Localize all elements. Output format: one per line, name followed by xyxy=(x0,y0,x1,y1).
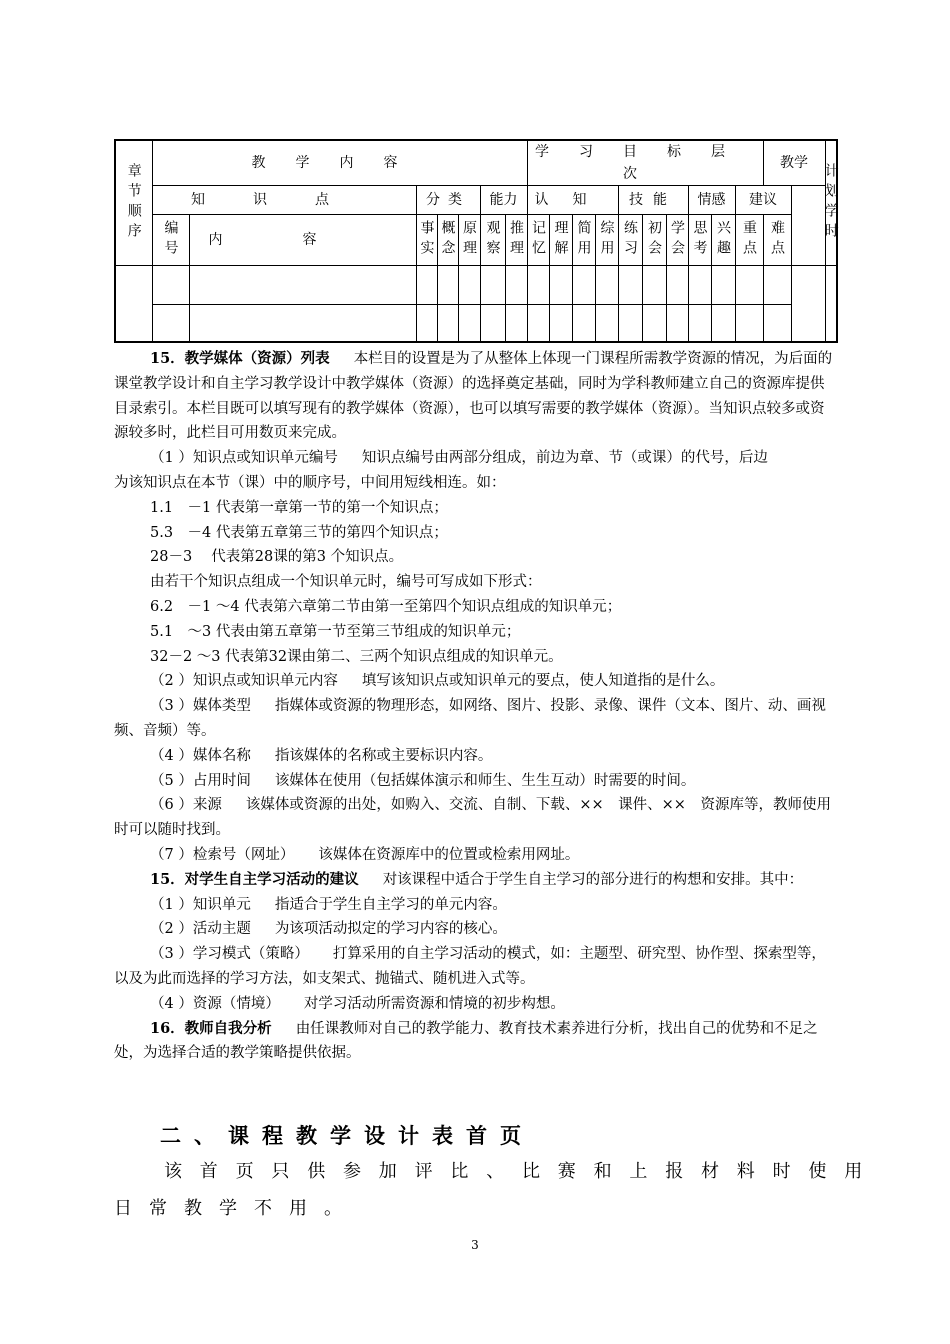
sub-header: 思考 xyxy=(688,215,711,266)
sub-item-4: （4 ）资源（情境） 对学习活动所需资源和情境的初步构想。 xyxy=(150,995,565,1012)
sub-header: 初会 xyxy=(642,215,666,266)
sub-header: 推理 xyxy=(505,215,527,266)
content-col-header: 内容 xyxy=(189,215,416,266)
example-line: 28－3 代表第28课的第3 个知识点。 xyxy=(150,549,404,566)
course-plan-table xyxy=(114,139,838,343)
example-line: 6.2 －1 ～4 代表第六章第二节由第一至第四个知识点组成的知识单元； xyxy=(150,598,622,615)
sub-header: 练习 xyxy=(618,215,642,266)
paragraph-15: 15．教学媒体（资源）列表 本栏目的设置是为了从整体上体现一门课程所需教学资源的情况，为后面的课堂教学设计和自主学习教学设计中教学媒体（资源）的选择奠定基础，同时为学科教师建立自己的资源库提供目录索引。本栏目既可以填写现有的教学媒体（资源），也可以填写需要的教学媒体（资源）。当知识点较多或资源较多时，此栏目可用数页来完成。 xyxy=(114,350,833,442)
plan-hours-header: 计划学时 xyxy=(825,140,837,266)
note-line-1: 该首页只供参加评比、比赛和上报材料时使用 xyxy=(164,1161,880,1182)
sub-header: 事实 xyxy=(416,215,437,266)
learning-levels-header: 学习目标层次 xyxy=(527,140,763,186)
example-line: 5.1 ～3 代表由第五章第一节至第三节组成的知识单元； xyxy=(150,623,521,640)
example-line: 5.3 －4 代表第五章第三节的第四个知识点； xyxy=(150,524,448,541)
item-4: （4 ）媒体名称 指该媒体的名称或主要标识内容。 xyxy=(150,747,493,764)
cognition-header: 认知 xyxy=(527,186,618,215)
suggestion-header: 建议 xyxy=(735,186,791,215)
body-text xyxy=(114,347,838,1066)
sub-header: 综用 xyxy=(595,215,618,266)
table-row xyxy=(115,266,837,305)
sub-header: 重点 xyxy=(735,215,763,266)
note-line-2: 日常教学不用。 xyxy=(114,1198,359,1219)
item-2: （2 ）知识点或知识单元内容 填写该知识点或知识单元的要点，使人知道指的是什么。 xyxy=(150,673,725,690)
example-line: 1.1 －1 代表第一章第一节的第一个知识点； xyxy=(150,499,448,516)
sub-header: 学会 xyxy=(666,215,688,266)
paragraph-15b: 15．对学生自主学习活动的建议 对该课程中适合于学生自主学习的部分进行的构想和安排。其中： xyxy=(150,870,804,888)
sub-item-3: （3 ）学习模式（策略） 打算采用的自主学习活动的模式，如：主题型、研究型、协作型、探索型等，以及为此而选择的学习方法，如支架式、抛锚式、随机进入式等。 xyxy=(114,946,826,987)
sub-item-2: （2 ）活动主题 为该项活动拟定的学习内容的核心。 xyxy=(150,921,507,938)
sub-item-1: （1 ）知识单元 指适合于学生自主学习的单元内容。 xyxy=(150,896,507,913)
knowledge-point-header: 知识点 xyxy=(152,186,416,215)
example-line: 32－2 ～3 代表第32课由第二、三两个知识点组成的知识单元。 xyxy=(150,648,563,665)
page-number: 3 xyxy=(471,1238,479,1252)
chapter-order-header: 章节顺序 xyxy=(115,140,152,266)
sub-header: 难点 xyxy=(763,215,791,266)
table-row xyxy=(115,305,837,343)
teaching-header: 教学 xyxy=(763,140,825,186)
number-header: 编号 xyxy=(152,215,189,266)
teaching-content-header: 教学内容 xyxy=(152,140,527,186)
section-heading: 二、课程教学设计表首页 xyxy=(160,1123,534,1148)
sub-header: 观察 xyxy=(480,215,505,266)
item-6: （6 ）来源 该媒体或资源的出处，如购入、交流、自制、下载、×× 课件、×× 资源库等，教师使用时可以随时找到。 xyxy=(114,797,831,839)
emotion-header: 情感 xyxy=(688,186,735,215)
sub-header: 简用 xyxy=(572,215,595,266)
paragraph-16: 16．教师自我分析 由任课教师对自己的教学能力、教育技术素养进行分析，找出自己的优势和不足之处，为选择合适的教学策略提供依据。 xyxy=(114,1019,818,1062)
ability-header: 能力 xyxy=(480,186,527,215)
section-title: 16．教师自我分析 xyxy=(150,1019,272,1037)
classification-header: 分类 xyxy=(416,186,480,215)
item-1-continued: 为该知识点在本节（课）中的顺序号，中间用短线相连。如： xyxy=(114,474,506,491)
example-line: 由若干个知识点组成一个知识单元时，编号可写成如下形式： xyxy=(150,574,542,591)
section-title: 15．对学生自主学习活动的建议 xyxy=(150,870,359,888)
sub-header: 原理 xyxy=(458,215,480,266)
sub-header: 记忆 xyxy=(527,215,549,266)
sub-header: 兴趣 xyxy=(711,215,735,266)
item-1: （1 ）知识点或知识单元编号 知识点编号由两部分组成，前边为章、节（或课）的代号，后边 xyxy=(150,450,768,467)
skill-header: 技能 xyxy=(618,186,688,215)
sub-header: 概念 xyxy=(437,215,458,266)
item-3: （3 ）媒体类型 指媒体或资源的物理形态，如网络、图片、投影、录像、课件（文本、图片、动、画视频、音频）等。 xyxy=(114,698,826,739)
sub-header: 理解 xyxy=(549,215,572,266)
section-title: 15．教学媒体（资源）列表 xyxy=(150,350,330,367)
item-5: （5 ）占用时间 该媒体在使用（包括媒体演示和师生、生生互动）时需要的时间。 xyxy=(150,772,696,789)
item-7: （7 ）检索号（网址） 该媒体在资源库中的位置或检索用网址。 xyxy=(150,846,580,863)
